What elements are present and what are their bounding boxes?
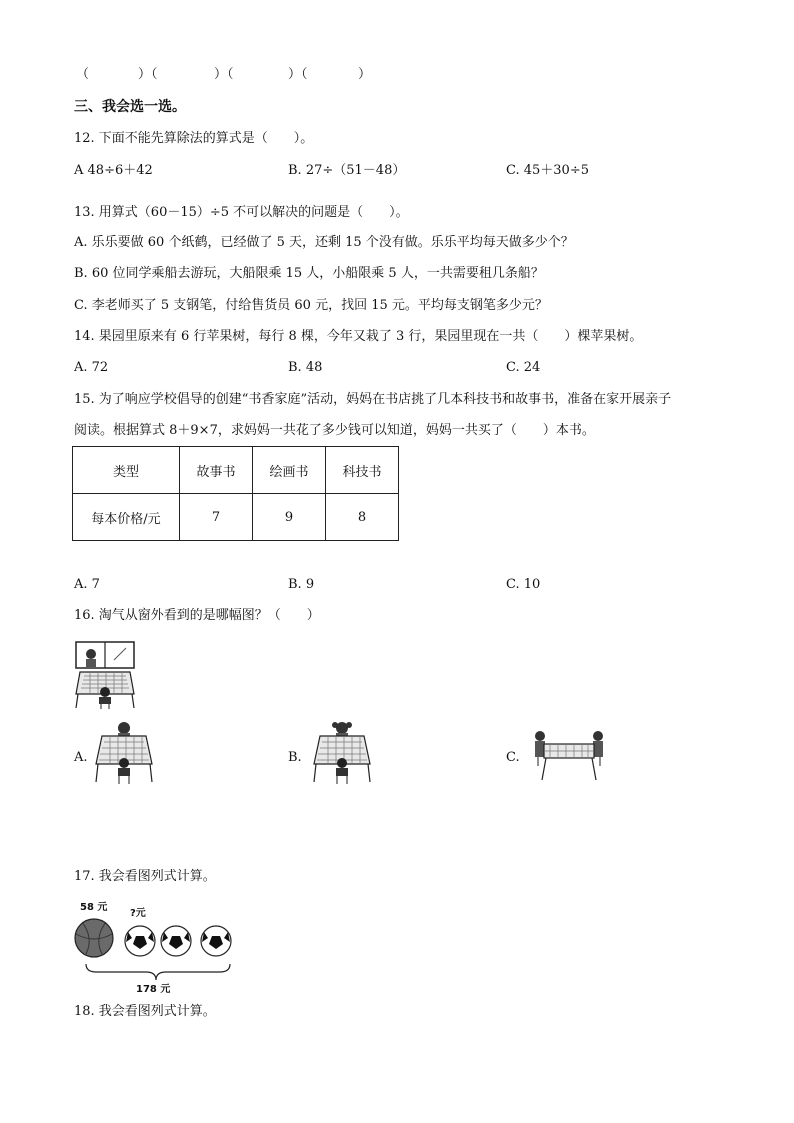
table-header-cell: 故事书	[180, 447, 253, 494]
q18-text: 18. 我会看图列式计算。	[74, 1004, 216, 1019]
option-c-illustration	[530, 726, 608, 784]
total-price-label: 178 元	[136, 984, 171, 995]
q16-option-c-label: C.	[506, 750, 520, 765]
q16-option-b-label: B.	[288, 750, 302, 765]
blank-sep-3: ）（	[288, 67, 308, 82]
q14-option-c: C. 24	[506, 360, 541, 375]
blank-sep-1: ）（	[138, 67, 158, 82]
q13-text: 13. 用算式（60－15）÷5 不可以解决的问题是（ ）。	[74, 205, 409, 220]
window-view-illustration	[74, 640, 136, 710]
q12-text: 12. 下面不能先算除法的算式是（ ）。	[74, 131, 314, 146]
table-cell: 每本价格/元	[73, 494, 180, 541]
q13-option-b: B. 60 位同学乘船去游玩，大船限乘 15 人，小船限乘 5 人，一共需要租几条船？	[74, 266, 544, 281]
table-header-cell: 绘画书	[253, 447, 326, 494]
section-title: 三、我会选一选。	[74, 99, 186, 115]
table-header-cell: 类型	[73, 447, 180, 494]
table-cell: 9	[253, 494, 326, 541]
q15-option-a: A. 7	[74, 577, 100, 592]
q14-option-b: B. 48	[288, 360, 323, 375]
option-b-illustration	[312, 720, 372, 786]
option-a-illustration	[94, 720, 154, 786]
blank-sep-2: ）（	[214, 67, 234, 82]
blank-open-1: （	[76, 67, 90, 82]
q16-option-a-label: A.	[74, 750, 88, 765]
q14-text: 14. 果园里原来有 6 行苹果树，每行 8 棵，今年又栽了 3 行，果园里现在一共（ ）棵苹果树。	[74, 329, 643, 344]
table-row	[73, 494, 399, 541]
q17-illustration	[72, 896, 242, 995]
q12-option-b: B. 27÷（51－48）	[288, 163, 406, 178]
q13-option-c: C. 李老师买了 5 支钢笔，付给售货员 60 元，找回 15 元。平均每支钢笔多少元？	[74, 298, 548, 313]
table-cell: 7	[180, 494, 253, 541]
q15-option-c: C. 10	[506, 577, 541, 592]
table-cell: 8	[326, 494, 399, 541]
table-header-cell: 科技书	[326, 447, 399, 494]
q13-option-a: A. 乐乐要做 60 个纸鹤，已经做了 5 天，还剩 15 个没有做。乐乐平均每天做多少个？	[74, 235, 574, 250]
q17-text: 17. 我会看图列式计算。	[74, 869, 216, 884]
soccer-price-label: ?元	[130, 908, 146, 919]
q12-option-c: C. 45＋30÷5	[506, 163, 589, 178]
blank-close: ）	[358, 67, 372, 82]
q15-option-b: B. 9	[288, 577, 315, 592]
answer-blanks-row	[76, 66, 371, 84]
q15-text-line2: 阅读。根据算式 8＋9×7，求妈妈一共花了多少钱可以知道，妈妈一共买了（ ）本书。	[74, 423, 595, 438]
basketball-price-label: 58 元	[80, 902, 108, 913]
q15-text-line1: 15. 为了响应学校倡导的创建“书香家庭”活动，妈妈在书店挑了几本科技书和故事书，准备在家开展亲子	[74, 392, 672, 407]
table-header-row	[73, 447, 399, 494]
q12-option-a: A 48÷6＋42	[74, 163, 153, 178]
q16-text: 16. 淘气从窗外看到的是哪幅图？（ ）	[74, 608, 320, 623]
price-table	[72, 446, 399, 541]
q14-option-a: A. 72	[74, 360, 109, 375]
